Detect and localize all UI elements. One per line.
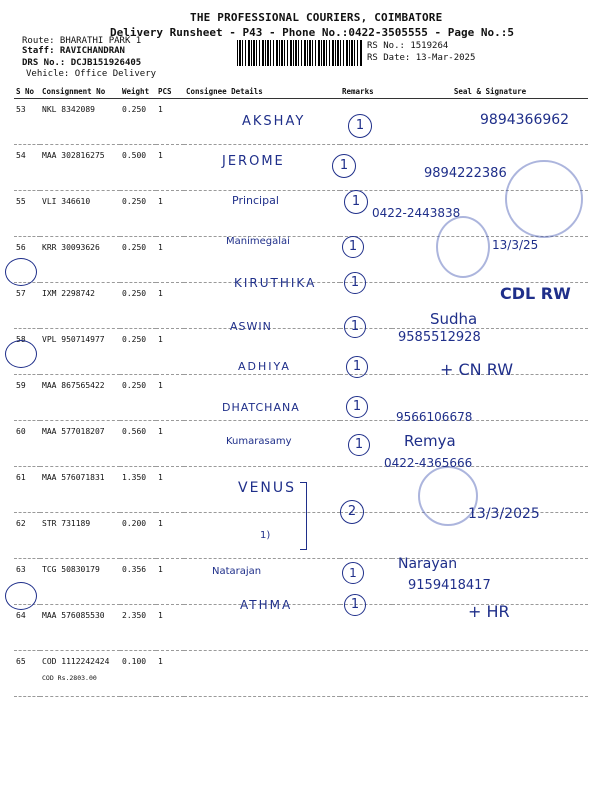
company-title: THE PROFESSIONAL COURIERS, COIMBATORE [190, 11, 443, 24]
cell-signature [392, 237, 588, 283]
consignee-name: Kumarasamy [226, 436, 292, 447]
signature-note: 9894366962 [480, 112, 570, 128]
cell-weight-text: 0.250 [122, 243, 147, 252]
cell-consignment-text: MAA 302816275 [42, 151, 105, 160]
cell-pcs-text: 1 [158, 427, 163, 436]
col-consignment: Consignment No [40, 84, 120, 99]
rs-date: RS Date: 13-Mar-2025 [367, 53, 476, 63]
barcode [237, 40, 362, 66]
cell-consignment-text: IXM 2298742 [42, 289, 95, 298]
bracket-mark [300, 482, 307, 550]
remark-circle: 2 [340, 500, 364, 524]
cell-weight-text: 0.200 [122, 519, 147, 528]
cell-sno-text: 65 [16, 657, 26, 666]
cell-pcs-text: 1 [158, 289, 163, 298]
consignee-name: ADHIYA [238, 360, 291, 373]
cell-consignment-text: MAA 576085530 [42, 611, 105, 620]
table-header-row [14, 84, 588, 99]
signature-note: + CN RW [440, 360, 514, 379]
col-consignee: Consignee Details [184, 84, 340, 99]
cell-consignment [40, 513, 120, 559]
consignee-name: 1) [260, 530, 271, 541]
cell-pcs [156, 283, 184, 329]
cell-sno-text: 62 [16, 519, 26, 528]
remark-circle: 1 [344, 594, 366, 616]
cell-sno-text: 64 [16, 611, 26, 620]
cell-consignment [40, 559, 120, 605]
cell-sno-text: 56 [16, 243, 26, 252]
cell-weight [120, 467, 156, 513]
cell-consignment-text: STR 731189 [42, 519, 91, 528]
cell-consignment [40, 283, 120, 329]
col-sno: S No [14, 84, 40, 99]
vehicle-label: Vehicle: Office Delivery [26, 69, 157, 79]
remark-circle: 1 [344, 190, 368, 214]
cell-consignment-text: MAA 867565422 [42, 381, 105, 390]
cell-weight [120, 375, 156, 421]
cell-sno-text: 61 [16, 473, 26, 482]
cell-sno [14, 605, 40, 651]
ink-stamp [436, 216, 490, 278]
cell-sno [14, 651, 40, 697]
signature-note: 9585512928 [398, 330, 481, 345]
cell-consignment-text: KRR 30093626 [42, 243, 100, 252]
remark-circle: 1 [348, 434, 370, 456]
cell-pcs [156, 145, 184, 191]
cell-sno-text: 55 [16, 197, 26, 206]
cell-sno [14, 513, 40, 559]
cell-weight-text: 0.100 [122, 657, 147, 666]
cell-weight-text: 0.250 [122, 335, 147, 344]
cell-weight-text: 1.350 [122, 473, 147, 482]
cell-weight [120, 421, 156, 467]
consignee-name: DHATCHANA [222, 401, 300, 414]
consignee-name: Manimegalai [226, 236, 290, 247]
consignee-name: VENUS [238, 480, 297, 496]
cell-sno [14, 191, 40, 237]
cell-pcs-text: 1 [158, 243, 163, 252]
col-signature: Seal & Signature [392, 84, 588, 99]
signature-note: 13/3/2025 [468, 506, 540, 522]
col-remarks: Remarks [340, 84, 392, 99]
cell-weight [120, 237, 156, 283]
cell-weight-text: 2.350 [122, 611, 147, 620]
cell-pcs [156, 651, 184, 697]
consignee-name: Principal [232, 194, 279, 207]
table-row [14, 191, 588, 237]
cell-consignment-text: MAA 577018207 [42, 427, 105, 436]
signature-note: Remya [404, 432, 456, 450]
signature-note: 0422-2443838 [372, 206, 461, 220]
cell-pcs [156, 605, 184, 651]
cell-weight [120, 145, 156, 191]
signature-note: CDL RW [500, 284, 571, 303]
remark-circle: 1 [346, 356, 368, 378]
remark-circle: 1 [346, 396, 368, 418]
cell-sno-text: 58 [16, 335, 26, 344]
cell-weight [120, 559, 156, 605]
cell-consignment-text: NKL 8342089 [42, 105, 95, 114]
cell-pcs [156, 237, 184, 283]
cell-consignment [40, 145, 120, 191]
cell-pcs [156, 513, 184, 559]
cell-signature [392, 651, 588, 697]
cell-consignment [40, 191, 120, 237]
cell-consignment-text: VLI 346610 [42, 197, 91, 206]
remark-circle: 1 [332, 154, 356, 178]
consignee-name: KIRUTHIKA [234, 276, 317, 290]
signature-note: Sudha [430, 310, 478, 328]
cell-pcs-text: 1 [158, 151, 163, 160]
cell-weight-text: 0.250 [122, 105, 147, 114]
cell-pcs-text: 1 [158, 105, 163, 114]
cell-pcs-text: 1 [158, 473, 163, 482]
cell-weight [120, 329, 156, 375]
cell-sno [14, 467, 40, 513]
table-row [14, 375, 588, 421]
runsheet-subtitle: Delivery Runsheet - P43 - Phone No.:0422-3505555 - Page No.:5 [110, 26, 514, 39]
cell-pcs [156, 99, 184, 145]
cell-sno [14, 145, 40, 191]
cell-consignment-text: VPL 950714977 [42, 335, 105, 344]
circle-mark [5, 582, 37, 610]
signature-note: 9894222386 [424, 166, 507, 181]
cell-sno-text: 53 [16, 105, 26, 114]
cell-weight-text: 0.250 [122, 289, 147, 298]
cell-consignment [40, 329, 120, 375]
rs-number: RS No.: 1519264 [367, 41, 449, 51]
cell-consignment [40, 605, 120, 651]
cell-pcs-text: 1 [158, 335, 163, 344]
consignee-name: ATHMA [240, 598, 293, 612]
signature-note: 9159418417 [408, 578, 491, 593]
cell-sno [14, 99, 40, 145]
signature-note: 9566106678 [396, 410, 473, 424]
cell-pcs-text: 1 [158, 657, 163, 666]
cell-pcs [156, 467, 184, 513]
cell-sno [14, 375, 40, 421]
circle-mark [5, 340, 37, 368]
remark-circle: 1 [348, 114, 372, 138]
cell-consignee [184, 651, 340, 697]
cell-weight-text: 0.250 [122, 197, 147, 206]
cell-consignment [40, 237, 120, 283]
cell-pcs-text: 1 [158, 611, 163, 620]
cell-weight [120, 99, 156, 145]
cell-sno-text: 60 [16, 427, 26, 436]
remark-circle: 1 [342, 236, 364, 258]
cell-sno-text: 57 [16, 289, 26, 298]
cell-sno-text: 54 [16, 151, 26, 160]
cell-sno [14, 421, 40, 467]
cell-consignment-text: COD 1112242424 [42, 657, 110, 666]
cell-sno-text: 63 [16, 565, 26, 574]
cell-weight-text: 0.500 [122, 151, 147, 160]
consignee-name: AKSHAY [242, 114, 306, 129]
signature-note: Narayan [398, 556, 458, 572]
table-row [14, 651, 588, 697]
cell-weight-text: 0.560 [122, 427, 147, 436]
cell-pcs-text: 1 [158, 519, 163, 528]
cell-consignment [40, 99, 120, 145]
remark-circle: 1 [344, 272, 366, 294]
cell-pcs [156, 559, 184, 605]
consignee-name: ASWIN [230, 320, 272, 333]
staff-label: Staff: RAVICHANDRAN [22, 46, 125, 56]
cell-pcs [156, 421, 184, 467]
cell-consignment [40, 375, 120, 421]
cell-remarks [340, 651, 392, 697]
col-weight: Weight [120, 84, 156, 99]
cell-pcs-text: 1 [158, 565, 163, 574]
signature-note: 0422-4365666 [384, 456, 473, 470]
drs-number: DRS No.: DCJB151926405 [22, 58, 142, 68]
cell-pcs [156, 329, 184, 375]
route-label: Route: BHARATHI PARK 1 [22, 36, 142, 46]
col-pcs: PCS [156, 84, 184, 99]
table-row [14, 421, 588, 467]
signature-note: 13/3/25 [492, 238, 539, 252]
remark-circle: 1 [342, 562, 364, 584]
cell-sno [14, 283, 40, 329]
circle-mark [5, 258, 37, 286]
cell-sno-text: 59 [16, 381, 26, 390]
cell-consignment [40, 651, 120, 697]
cell-weight-text: 0.250 [122, 381, 147, 390]
ink-stamp [505, 160, 583, 238]
cell-pcs [156, 375, 184, 421]
cell-weight [120, 283, 156, 329]
consignee-name: Natarajan [212, 566, 262, 577]
remark-circle: 1 [344, 316, 366, 338]
cell-consignment-text: MAA 576071831 [42, 473, 105, 482]
cell-weight [120, 191, 156, 237]
cell-consignment [40, 467, 120, 513]
cell-weight [120, 513, 156, 559]
cell-weight-text: 0.356 [122, 565, 147, 574]
signature-note: + HR [468, 602, 510, 621]
consignee-name: JEROME [222, 154, 285, 169]
table-row [14, 559, 588, 605]
cod-amount: COD Rs.2803.00 [42, 674, 97, 682]
cell-consignment [40, 421, 120, 467]
cell-consignment-text: TCG 50830179 [42, 565, 100, 574]
cell-pcs-text: 1 [158, 197, 163, 206]
cell-weight [120, 651, 156, 697]
cell-pcs [156, 191, 184, 237]
cell-weight [120, 605, 156, 651]
cell-pcs-text: 1 [158, 381, 163, 390]
